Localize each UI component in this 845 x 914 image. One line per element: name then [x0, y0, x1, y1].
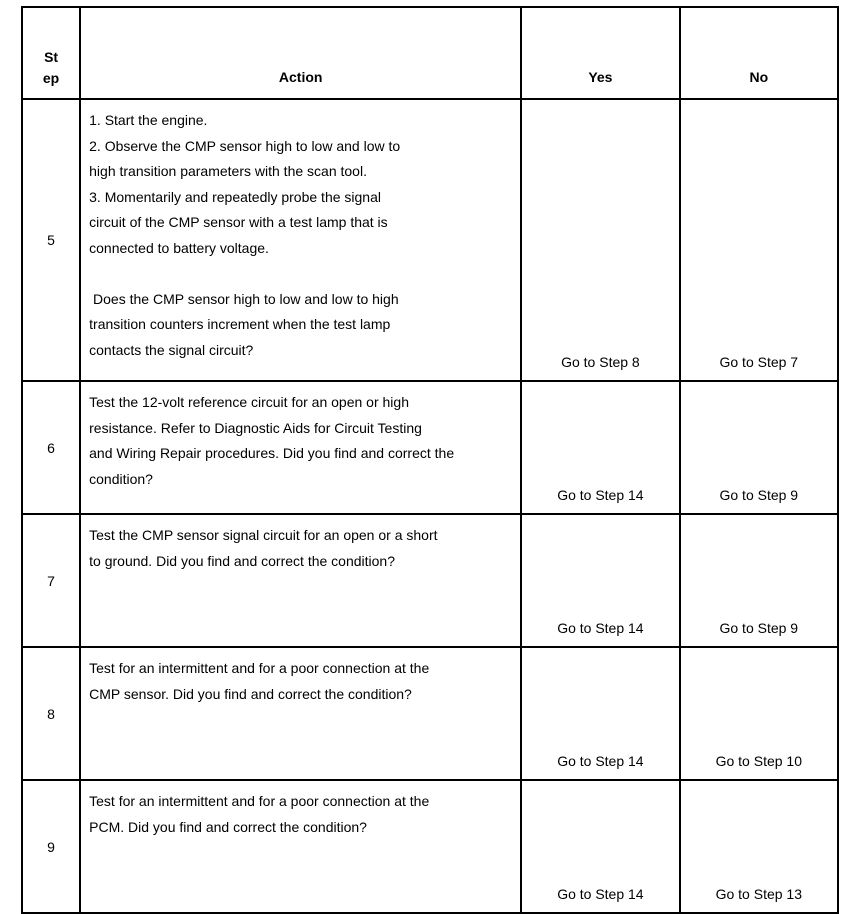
action-line: Test the CMP sensor signal circuit for an open or a short: [89, 527, 438, 543]
action-line: Test the 12-volt reference circuit for an open or high: [89, 394, 409, 410]
action-line: 3. Momentarily and repeatedly probe the signal: [89, 188, 381, 205]
no-result: Go to Step 7: [680, 99, 838, 381]
action-line: Test for an intermittent and for a poor connection at the: [89, 660, 430, 676]
action-line: CMP sensor. Did you find and correct the condition?: [89, 685, 412, 702]
action-text: [80, 647, 521, 780]
table-row: [22, 780, 838, 913]
table-row: [22, 514, 838, 647]
action-text: [80, 514, 521, 647]
yes-result: Go to Step 14: [521, 514, 679, 647]
action-text: [80, 381, 521, 514]
header-action: Action: [80, 7, 521, 99]
header-no: No: [680, 7, 838, 99]
table-row: [22, 381, 838, 514]
no-result: Go to Step 9: [680, 514, 838, 647]
step-number: 6: [22, 381, 80, 514]
action-line-blank: [89, 261, 514, 287]
action-line: and Wiring Repair procedures. Did you find and correct the: [89, 445, 455, 461]
yes-result: Go to Step 8: [521, 99, 679, 381]
action-line: 1. Start the engine.: [89, 112, 208, 128]
header-yes: Yes: [521, 7, 679, 99]
table-row: [22, 647, 838, 780]
action-line: transition counters increment when the test lamp: [89, 316, 391, 332]
yes-result: Go to Step 14: [521, 780, 679, 913]
diagnostic-table: [21, 6, 839, 914]
step-number: 7: [22, 514, 80, 647]
action-line: high transition parameters with the scan tool.: [89, 163, 367, 179]
table-row: [22, 99, 838, 381]
action-line: Does the CMP sensor high to low and low to high: [89, 290, 399, 307]
action-line: contacts the signal circuit?: [89, 341, 254, 358]
action-line: to ground. Did you find and correct the condition?: [89, 552, 396, 569]
header-step: [22, 7, 80, 99]
action-line: resistance. Refer to Diagnostic Aids for Circuit Testing: [89, 419, 422, 436]
no-result: Go to Step 9: [680, 381, 838, 514]
action-line: connected to battery voltage.: [89, 239, 269, 256]
action-line: PCM. Did you find and correct the condition?: [89, 818, 367, 835]
no-result: Go to Step 10: [680, 647, 838, 780]
header-row: [22, 7, 838, 99]
action-line: circuit of the CMP sensor with a test lamp that is: [89, 214, 388, 230]
action-line: 2. Observe the CMP sensor high to low and low to: [89, 137, 401, 154]
step-number: 9: [22, 780, 80, 913]
step-number: 8: [22, 647, 80, 780]
action-text: [80, 780, 521, 913]
step-number: 5: [22, 99, 80, 381]
action-text: [80, 99, 521, 381]
yes-result: Go to Step 14: [521, 381, 679, 514]
no-result: Go to Step 13: [680, 780, 838, 913]
action-line: Test for an intermittent and for a poor connection at the: [89, 793, 430, 809]
action-line: condition?: [89, 470, 153, 487]
header-step-label: St ep: [42, 49, 60, 86]
yes-result: Go to Step 14: [521, 647, 679, 780]
